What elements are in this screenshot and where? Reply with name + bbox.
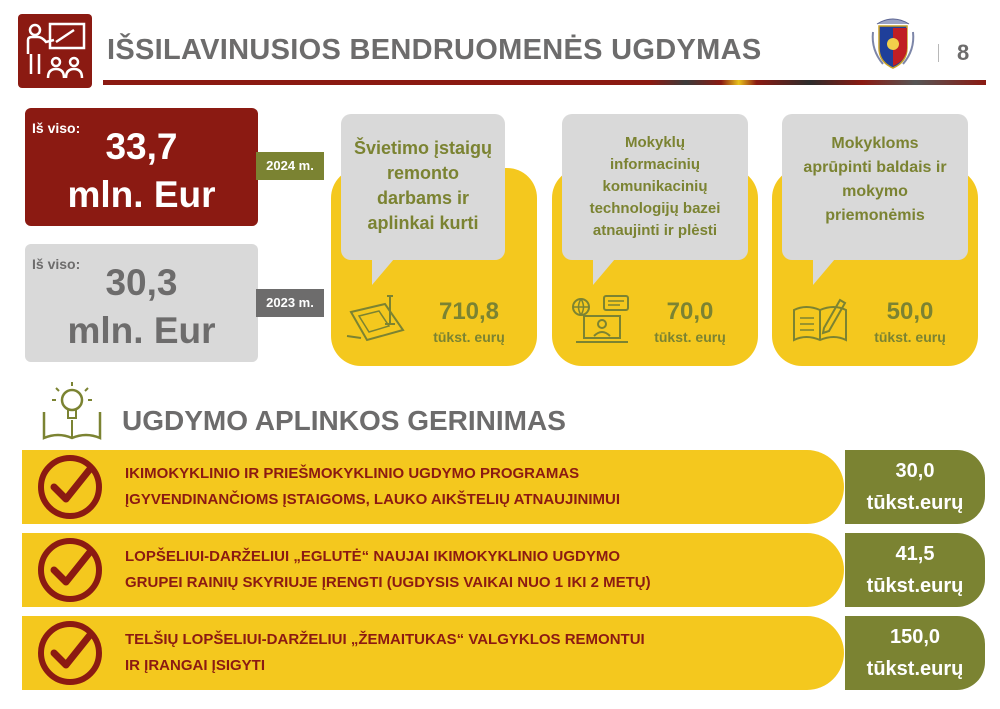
list-item-text <box>125 544 651 596</box>
total-value: 30,3 <box>105 262 178 303</box>
card-text-line: remonto <box>387 163 459 183</box>
card-value: 710,8 <box>438 298 500 325</box>
card-value: 50,0 <box>886 298 934 325</box>
amount-unit: tūkst.eurų <box>866 658 964 680</box>
card-furniture-bubble <box>782 114 968 260</box>
amount-value: 150,0 <box>889 626 941 648</box>
year-tag-2024: 2024 m. <box>256 152 324 180</box>
bubble-tail <box>593 259 615 285</box>
checkmark-icon <box>38 621 102 685</box>
book-pencil-icon <box>790 296 850 351</box>
section-title: UGDYMO APLINKOS GERINIMAS <box>122 405 566 436</box>
card-text-line: Švietimo įstaigų <box>353 138 493 158</box>
card-value: 70,0 <box>666 298 714 325</box>
card-text-line: priemonėmis <box>825 207 925 224</box>
card-text-line: mokymo <box>842 183 908 200</box>
municipal-crest-icon <box>869 14 917 70</box>
page-number: 8 <box>957 40 970 65</box>
page-title: IŠSILAVINUSIOS BENDRUOMENĖS UGDYMAS <box>107 34 762 66</box>
amount-value: 41,5 <box>895 543 935 565</box>
total-unit: mln. Eur <box>67 310 216 351</box>
list-item-line: TELŠIŲ LOPŠELIUI-DARŽELIUI „ŽEMAITUKAS“ VALGYKLOS REMONTUI <box>125 631 645 648</box>
list-item-text <box>125 627 645 679</box>
list-item-line: ĮGYVENDINANČIOMS ĮSTAIGOMS, LAUKO AIKŠTELIŲ ATNAUJINIMUI <box>125 491 621 508</box>
list-item-text <box>125 461 620 513</box>
book-lightbulb-icon <box>38 380 106 442</box>
total-value: 33,7 <box>105 126 178 167</box>
total-2023-box <box>25 244 258 362</box>
amount-badge <box>845 533 985 607</box>
amount-badge <box>845 450 985 524</box>
card-text-line: aplinkai kurti <box>367 213 479 233</box>
card-text-line: atnaujinti ir plėsti <box>592 222 718 239</box>
card-unit: tūkst. eurų <box>433 329 505 345</box>
year-tag-2023: 2023 m. <box>256 289 324 317</box>
total-2024-box <box>25 108 258 226</box>
card-text-line: informacinių <box>609 156 700 173</box>
card-text-line: aprūpinti baldais ir <box>803 159 947 176</box>
card-text-line: komunikacinių <box>602 178 708 195</box>
checkmark-icon <box>38 455 102 519</box>
list-item-line: IR ĮRANGAI ĮSIGYTI <box>125 657 266 674</box>
total-label: Iš viso: <box>32 256 81 272</box>
blueprint-icon <box>345 294 407 347</box>
card-text-line: darbams ir <box>376 188 470 208</box>
card-renovation-bubble <box>341 114 505 260</box>
card-unit: tūkst. eurų <box>874 329 946 345</box>
card-text-line: technologijų bazei <box>589 200 721 217</box>
total-unit: mln. Eur <box>67 174 216 215</box>
list-item-line: GRUPEI RAINIŲ SKYRIUJE ĮRENGTI (UGDYSIS VAIKAI NUO 1 IKI 2 METŲ) <box>125 574 651 591</box>
amount-badge <box>845 616 985 690</box>
bubble-tail <box>372 259 394 285</box>
amount-value: 30,0 <box>895 460 935 482</box>
header-separator <box>938 44 939 62</box>
card-text-line: Mokyklų <box>624 134 685 151</box>
amount-unit: tūkst.eurų <box>866 575 964 597</box>
online-teacher-icon <box>570 294 632 351</box>
header-divider <box>103 80 986 85</box>
list-item-line: IKIMOKYKLINIO IR PRIEŠMOKYKLINIO UGDYMO PROGRAMAS <box>125 465 580 482</box>
checkmark-icon <box>38 538 102 602</box>
card-text-line: Mokykloms <box>831 135 919 152</box>
bubble-tail <box>813 259 835 285</box>
teacher-classroom-icon <box>18 14 92 88</box>
total-label: Iš viso: <box>32 120 81 136</box>
list-item-line: LOPŠELIUI-DARŽELIUI „EGLUTĖ“ NAUJAI IKIMOKYKLINIO UGDYMO <box>125 548 621 565</box>
amount-unit: tūkst.eurų <box>866 492 964 514</box>
card-ict-bubble <box>562 114 748 260</box>
card-unit: tūkst. eurų <box>654 329 726 345</box>
